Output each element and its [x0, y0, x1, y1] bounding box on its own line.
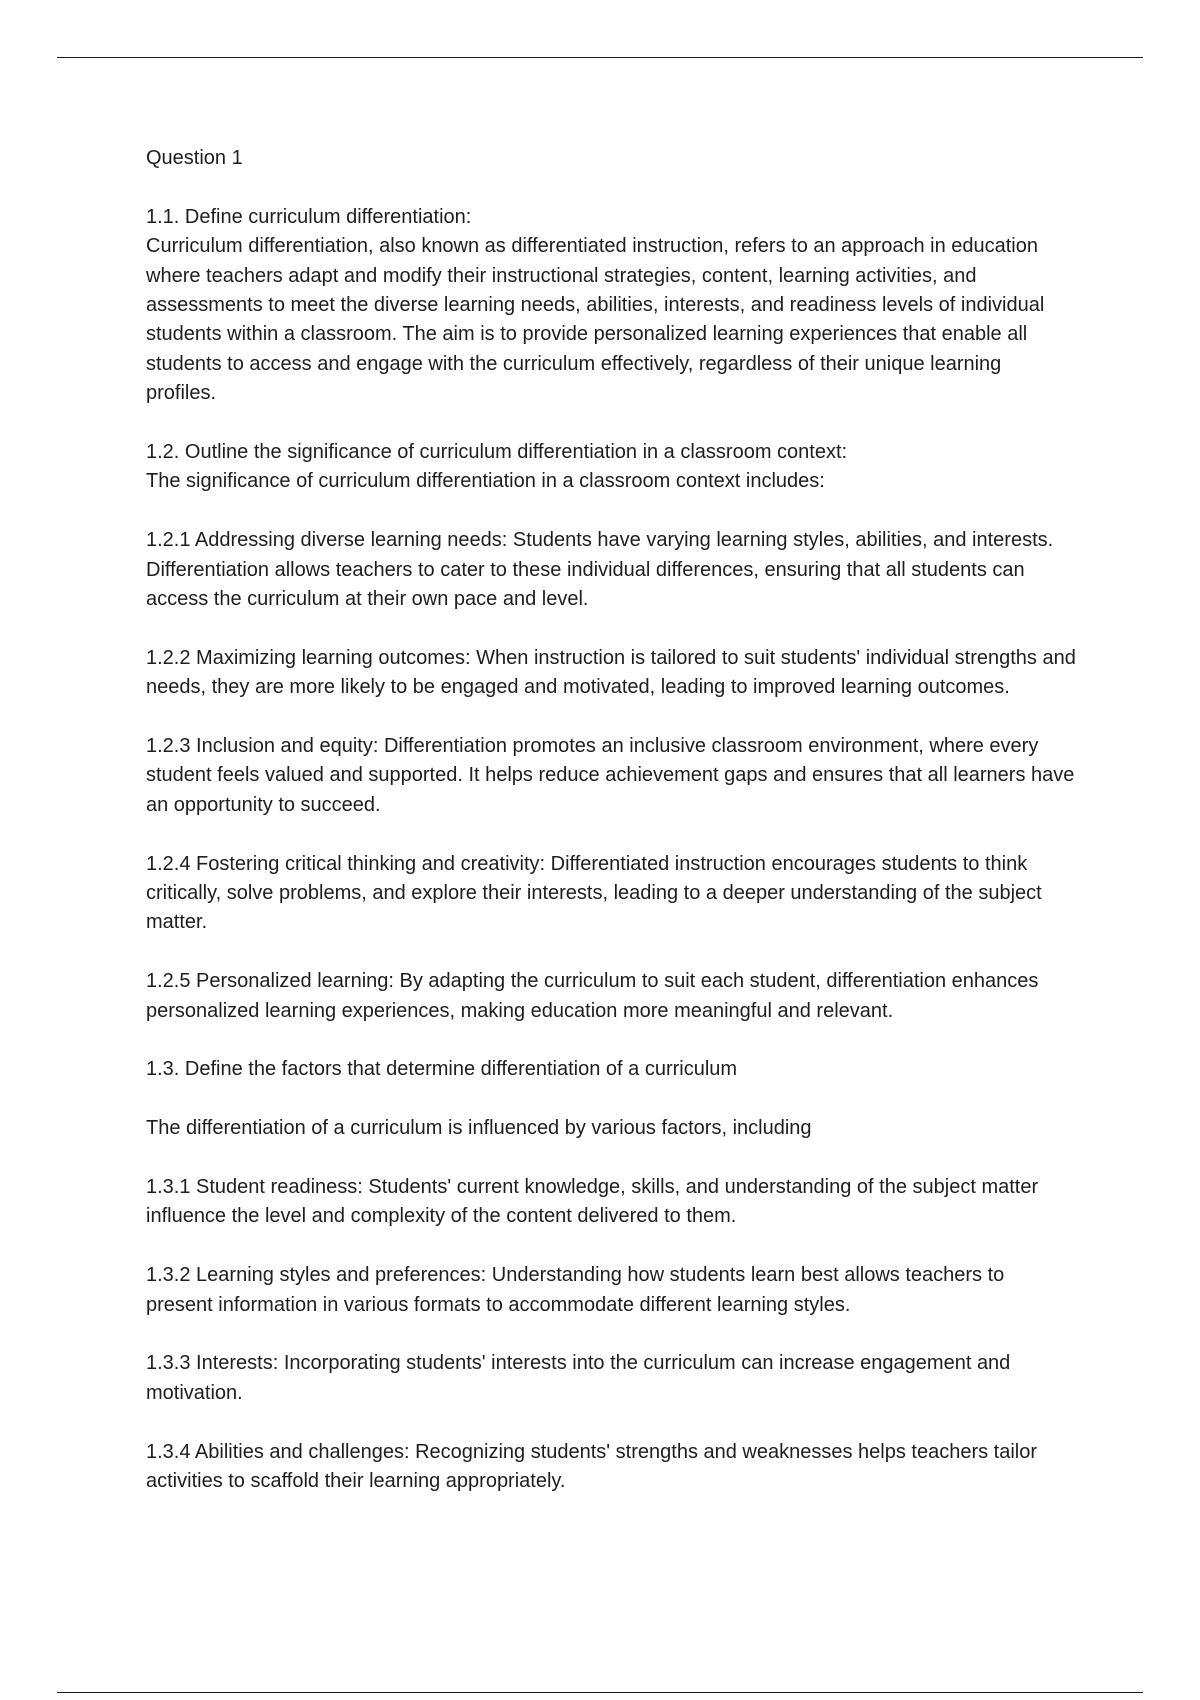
q1-1-heading: 1.1. Define curriculum differentiation:: [146, 205, 472, 228]
q1-3-point: 1.3.3 Interests: Incorporating students' interests into the curriculum can increase engagement and motivation.: [146, 1352, 1011, 1404]
q1-2-intro: The significance of curriculum differentiation in a classroom context includes:: [146, 470, 825, 493]
top-rule: [57, 57, 1143, 58]
q1-2-point: 1.2.4 Fostering critical thinking and creativity: Differentiated instruction encourages students to think critically, solve problems, and explore their interests, leading to a deeper understanding of the subject matter.: [146, 852, 1042, 934]
q1-3-point: 1.3.4 Abilities and challenges: Recognizing students' strengths and weaknesses helps teachers tailor activities to scaffold their learning appropriately.: [146, 1440, 1038, 1493]
document-body: [146, 144, 1076, 1496]
q1-3-intro: The differentiation of a curriculum is influenced by various factors, including: [146, 1117, 812, 1140]
q1-1-body: Curriculum differentiation, also known as differentiated instruction, refers to an approach in education where teachers adapt and modify their instructional strategies, content, learning activities, and assessments to meet the diverse learning needs, abilities, interests, and readiness levels of individual students within a classroom. The aim is to provide personalized learning experiences that enable all students to access and engage with the curriculum effectively, regardless of their unique learning profiles.: [146, 235, 1045, 405]
q1-3-point: 1.3.2 Learning styles and preferences: Understanding how students learn best allows teachers to present information in various formats to accommodate different learning styles.: [146, 1264, 1005, 1316]
q1-3-point: 1.3.1 Student readiness: Students' current knowledge, skills, and understanding of the subject matter influence the level and complexity of the content delivered to them.: [146, 1176, 1039, 1228]
q1-3-heading: 1.3. Define the factors that determine differentiation of a curriculum: [146, 1058, 738, 1081]
q1-2-point: 1.2.1 Addressing diverse learning needs: Students have varying learning styles, abilities, and interests. Differentiation allows teachers to cater to these individual differences, ensuring that all students can access the curriculum at their own pace and level.: [146, 529, 1054, 611]
q1-2-heading: 1.2. Outline the significance of curriculum differentiation in a classroom context:: [146, 441, 848, 464]
question-title: Question 1: [146, 147, 243, 169]
bottom-rule: [57, 1692, 1143, 1693]
q1-2-point: 1.2.2 Maximizing learning outcomes: When instruction is tailored to suit students' individual strengths and needs, they are more likely to be engaged and motivated, leading to improved learning outcomes.: [146, 646, 1076, 699]
q1-2-point: 1.2.3 Inclusion and equity: Differentiation promotes an inclusive classroom environment, where every student feels valued and supported. It helps reduce achievement gaps and ensures that all learners have an opportunity to succeed.: [146, 735, 1075, 816]
q1-2-point: 1.2.5 Personalized learning: By adapting the curriculum to suit each student, differentiation enhances personalized learning experiences, making education more meaningful and relevant.: [146, 970, 1039, 1022]
